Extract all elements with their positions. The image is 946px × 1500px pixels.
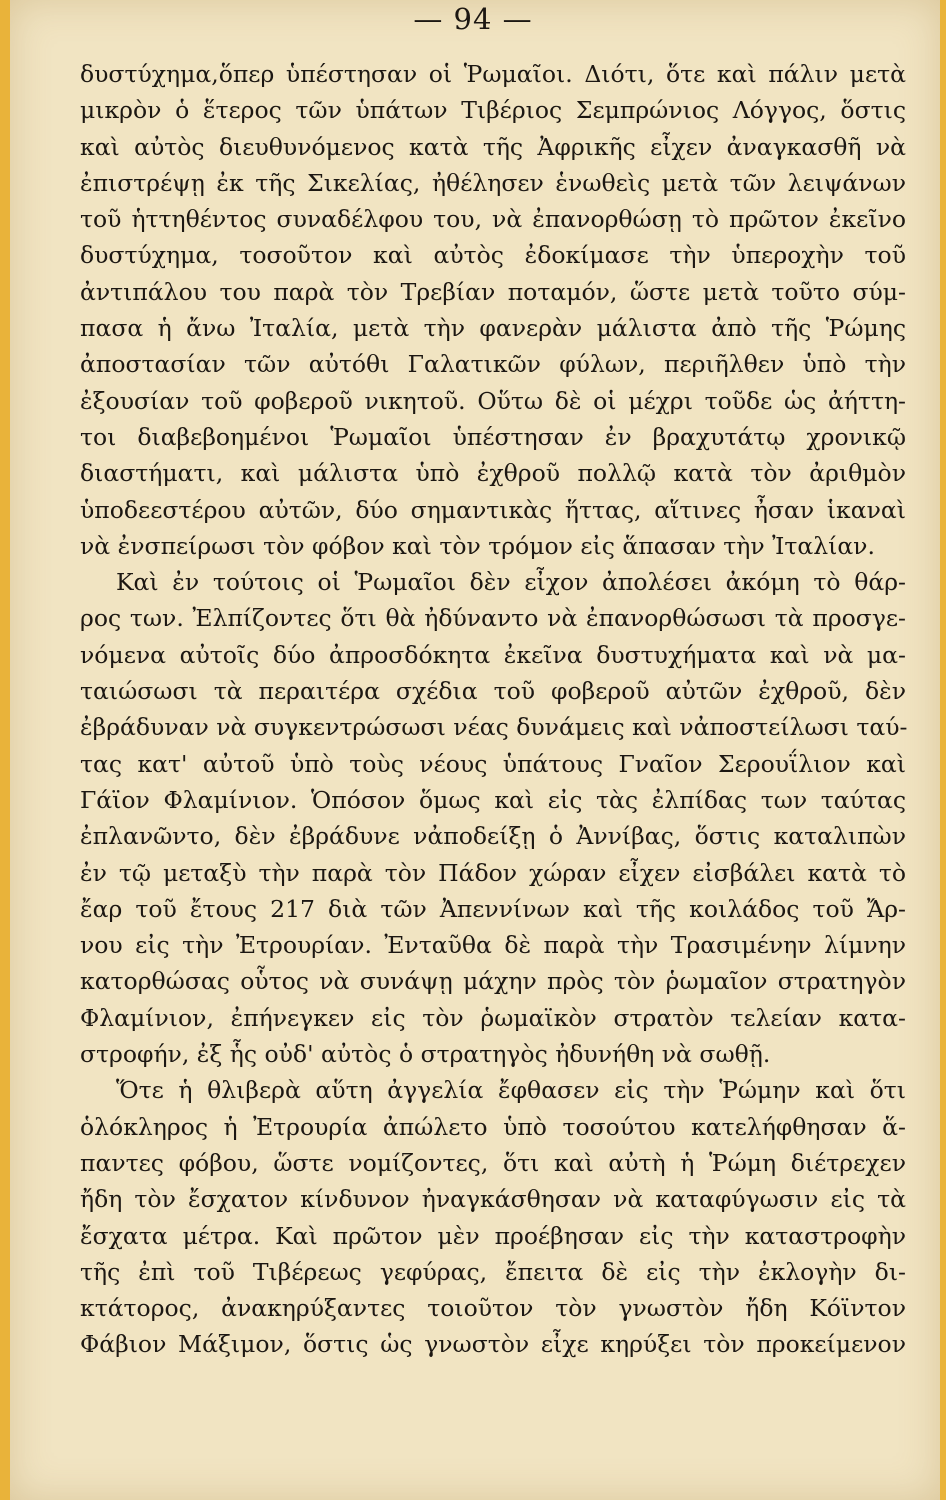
text-line: κτάτορος, ἀνακηρύξαντες τοιοῦτον τὸν γνωστὸν ἤδη Κόϊντον	[80, 1294, 906, 1323]
text-line: Φάβιον Μάξιμον, ὅστις ὡς γνωστὸν εἶχε κηρύξει τὸν προκείμενον	[80, 1330, 906, 1359]
text-line: τῆς ἐπὶ τοῦ Τιβέρεως γεφύρας, ἔπειτα δὲ εἰς τὴν ἐκλογὴν δι-	[80, 1257, 906, 1286]
text-line: δυστύχημα, τοσοῦτον καὶ αὐτὸς ἐδοκίμασε τὴν ὑπεροχὴν τοῦ	[80, 241, 906, 270]
text-line: πασα ἡ ἄνω Ἰταλία, μετὰ τὴν φανερὰν μάλιστα ἀπὸ τῆς Ῥώμης	[80, 314, 906, 343]
text-line: τας κατ' αὐτοῦ ὑπὸ τοὺς νέους ὑπάτους Γναῖον Σερουΐλιον καὶ	[80, 749, 906, 778]
text-line: Γάϊον Φλαμίνιον. Ὁπόσον ὅμως καὶ εἰς τὰς ἐλπίδας των ταύτας	[80, 785, 906, 814]
text-line: ἐβράδυναν νὰ συγκεντρώσωσι νέας δυνάμεις καὶ νἀποστείλωσι ταύ-	[80, 713, 908, 742]
text-line: ἤδη τὸν ἔσχατον κίνδυνον ἠναγκάσθησαν νὰ καταφύγωσιν εἰς τὰ	[80, 1185, 906, 1214]
text-line: τοῦ ἡττηθέντος συναδέλφου του, νὰ ἐπανορθώσῃ τὸ πρῶτον ἐκεῖνο	[80, 205, 906, 234]
text-line: ὁλόκληρος ἡ Ἐτρουρία ἀπώλετο ὑπὸ τοσούτου κατελήφθησαν ἅ-	[80, 1112, 906, 1141]
text-line: νὰ ἐνσπείρωσι τὸν φόβον καὶ τὸν τρόμον εἰς ἅπασαν τὴν Ἰταλίαν.	[80, 531, 875, 560]
text-line: κατορθώσας οὗτος νὰ συνάψῃ μάχην πρὸς τὸν ῥωμαῖον στρατηγὸν	[80, 967, 906, 996]
text-line: ὑποδεεστέρου αὐτῶν, δύο σημαντικὰς ἥττας, αἵτινες ἦσαν ἱκαναὶ	[80, 495, 906, 524]
text-line: στροφήν, ἐξ ἧς οὐδ' αὐτὸς ὁ στρατηγὸς ἠδυνήθη νὰ σωθῇ.	[80, 1040, 771, 1069]
text-line: καὶ αὐτὸς διευθυνόμενος κατὰ τῆς Ἀφρικῆς εἶχεν ἀναγκασθῆ νὰ	[80, 132, 906, 161]
text-line: δυστύχημα,ὅπερ ὑπέστησαν οἱ Ῥωμαῖοι. Διότι, ὅτε καὶ πάλιν μετὰ	[80, 60, 906, 88]
text-line: μικρὸν ὁ ἕτερος τῶν ὑπάτων Τιβέριος Σεμπρώνιος Λόγγος, ὅστις	[80, 96, 906, 125]
text-line: ἔαρ τοῦ ἔτους 217 διὰ τῶν Ἀπεννίνων καὶ τῆς κοιλάδος τοῦ Ἄρ-	[80, 894, 906, 923]
text-line: ἀντιπάλου του παρὰ τὸν Τρεβίαν ποταμόν, ὥστε μετὰ τοῦτο σύμ-	[80, 277, 906, 306]
page-number: — 94 —	[413, 2, 533, 36]
text-line: ταιώσωσι τὰ περαιτέρα σχέδια τοῦ φοβεροῦ αὐτῶν ἐχθροῦ, δὲν	[80, 677, 906, 706]
text-line: Καὶ ἐν τούτοις οἱ Ῥωμαῖοι δὲν εἶχον ἀπολέσει ἀκόμη τὸ θάρ-	[116, 568, 906, 597]
text-line: ἐπιστρέψῃ ἐκ τῆς Σικελίας, ἠθέλησεν ἑνωθεὶς μετὰ τῶν λειψάνων	[80, 168, 906, 197]
text-line: ἐπλανῶντο, δὲν ἐβράδυνε νἀποδείξῃ ὁ Ἀννίβας, ὅστις καταλιπὼν	[80, 822, 906, 851]
text-line: Φλαμίνιον, ἐπήνεγκεν εἰς τὸν ῥωμαϊκὸν στρατὸν τελείαν κατα-	[80, 1003, 906, 1032]
text-line: ἀποστασίαν τῶν αὐτόθι Γαλατικῶν φύλων, περιῆλθεν ὑπὸ τὴν	[80, 350, 906, 379]
body-text	[80, 56, 906, 1363]
text-line: ρος των. Ἐλπίζοντες ὅτι θὰ ἠδύναντο νὰ ἐπανορθώσωσι τὰ προσγε-	[80, 604, 906, 633]
text-line: ἐξουσίαν τοῦ φοβεροῦ νικητοῦ. Οὕτω δὲ οἱ μέχρι τοῦδε ὡς ἀήττη-	[80, 386, 906, 415]
text-line: παντες φόβου, ὥστε νομίζοντες, ὅτι καὶ αὐτὴ ἡ Ῥώμη διέτρεχεν	[80, 1148, 906, 1177]
text-line: νόμενα αὐτοῖς δύο ἀπροσδόκητα ἐκεῖνα δυστυχήματα καὶ νὰ μα-	[80, 640, 906, 669]
text-line: ἐν τῷ μεταξὺ τὴν παρὰ τὸν Πάδον χώραν εἶχεν εἰσβάλει κατὰ τὸ	[80, 858, 906, 887]
text-line: τοι διαβεβοημένοι Ῥωμαῖοι ὑπέστησαν ἐν βραχυτάτῳ χρονικῷ	[80, 422, 906, 451]
text-line: ἔσχατα μέτρα. Καὶ πρῶτον μὲν προέβησαν εἰς τὴν καταστροφὴν	[80, 1221, 906, 1250]
text-line: νου εἰς τὴν Ἐτρουρίαν. Ἐνταῦθα δὲ παρὰ τὴν Τρασιμένην λίμνην	[80, 931, 906, 960]
text-line: Ὅτε ἡ θλιβερὰ αὕτη ἀγγελία ἔφθασεν εἰς τὴν Ῥώμην καὶ ὅτι	[116, 1076, 906, 1105]
text-line: διαστήματι, καὶ μάλιστα ὑπὸ ἐχθροῦ πολλῷ κατὰ τὸν ἀριθμὸν	[80, 459, 906, 488]
